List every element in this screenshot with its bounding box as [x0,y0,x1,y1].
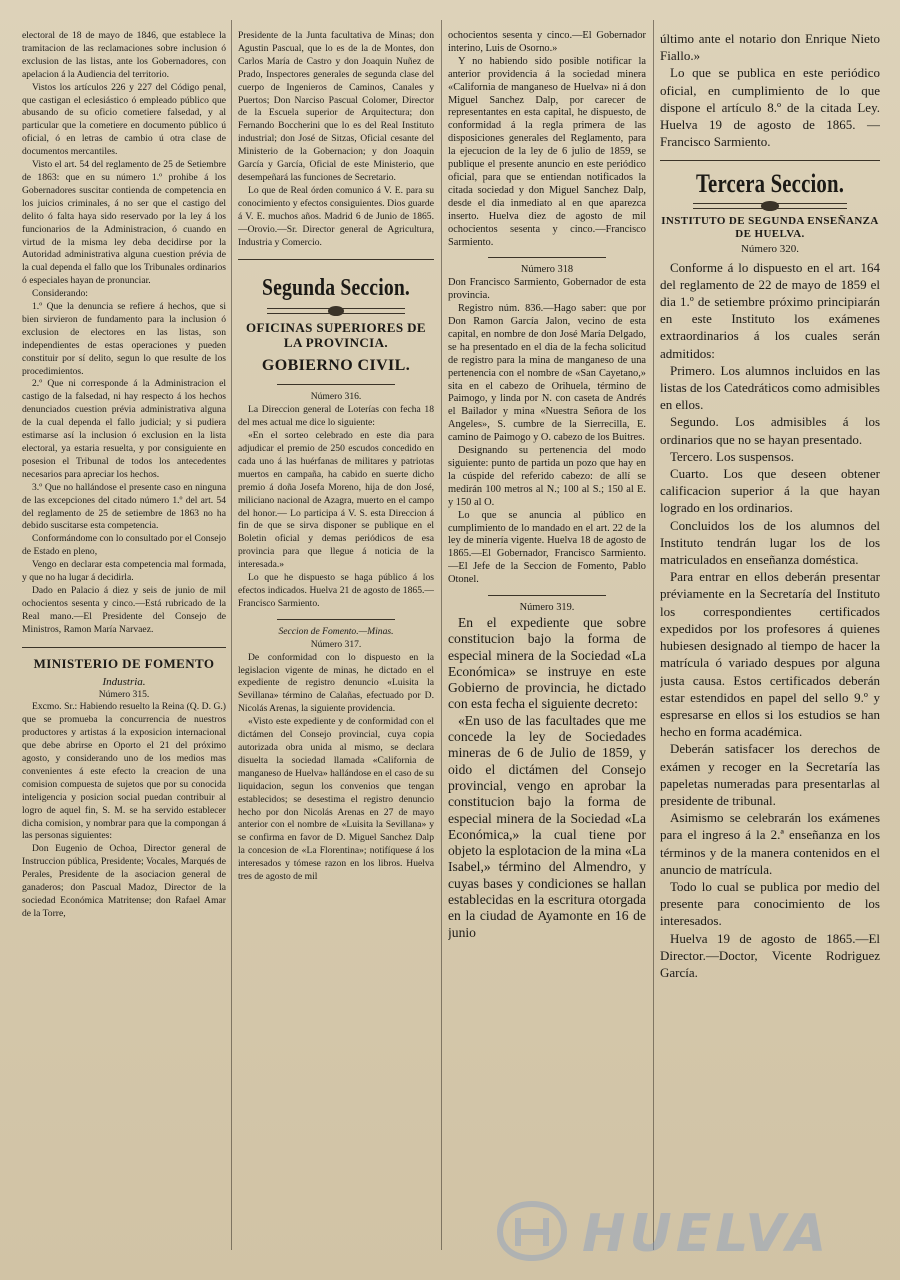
paragraph: Lo que he dispuesto se haga público á los efectos indicados. Huelva 21 de agosto de 1865.—Francisco Sarmiento. [238,572,434,609]
paragraph: Deberán satisfacer los derechos de exámen y recoger en la Secretaría las papeletas numeradas para presentarlas al presidente de tribunal. [660,741,880,808]
paragraph: último ante el notario don Enrique Nieto Fiallo.» [660,31,880,64]
paragraph: Visto el art. 54 del reglamento de 25 de Setiembre de 1863: que en su número 1.º prohibe á los Gobernadores suscitar contienda de competencia en los juicios criminales, á no ser que el castigo del delito ó falta haya sido reservado por la ley á los funcionarios de la Administracion, ó cuando en virtud de la misma ley deba decidirse por la Autoridad administrativa alguna cuestion prévia de la cual dependa el fallo que los Tribunales ordinarios ó especiales hayan de pronunciar. [22,159,226,287]
notice-number: Número 318 [520,264,574,276]
section-title: Tercera Seccion. [695,169,845,199]
divider [488,257,607,258]
notice-number: Número 315. [98,688,150,700]
column-4 [660,30,880,1245]
paragraph: Don Francisco Sarmiento, Gobernador de esta provincia. [448,277,646,302]
paragraph: Tercero. Los suspensos. [670,448,795,464]
paragraph: Huelva 19 de agosto de 1865.—El Director.—Doctor, Vicente Rodriguez García. [660,930,880,980]
paragraph: Y no habiendo sido posible notificar la anterior providencia á la sociedad minera «California de manganeso de Huelva» ni á don Miguel Sanchez Dalp, por carecer de representantes en esta capital, he dispuesto, de conformidad á la regla primera de las disposiciones generales del Reglamento, para la ejecucion de la ley de 6 julio de 1859, se publique el presente anuncio en este periódico oficial, para que se entiendan notificados la citada sociedad y don Miguel Sanchez Dalp, desde el dia inmediato al en que aparezca inserto. Huelva diez de agosto de mil ochocientos sesenta y cinco.—Francisco Sarmiento. [448,55,646,248]
section-divider [238,259,434,260]
paragraph: «Visto este expediente y de conformidad con el dictámen del Consejo provincial, cuya copia autorizada obra unida al mismo, se declara disuelta la sociedad llamada «California de manganeso de Huelva» hallándose en el caso de su liquidacion, segun los convenios que tengan establecidos; se desestima el registro denuncio hecho por don Nicolás Arenas en 27 de mayo anterior con el nombre de «Luisita la Sevillana» y se confirma en favor de D. Miguel Sanchez Dalp la concesion de «La Florentina»; notifíquese á los interesados y tómese razon en los libros. Huelva tres de agosto de mil [238,716,434,883]
paragraph: Excmo. Sr.: Habiendo resuelto la Reina (Q. D. G.) que se promueba la concurrencia de nuestros productores y artistas á la exposicion internacional que debe abrirse en Oporto el 21 del próximo agosto, y considerando uno de los medios mas convenientes á este efecto la creacion de una comision compuesta de sujetos que por su conocida inteligencia y posicion social puedan contribuir al logro de aquel fin, S. M. se ha servido establecer dicha comision, y nombrar para que la compongan á las personas siguientes: [22,701,226,842]
subsection-heading: Seccion de Fomento.—Minas. [278,625,394,637]
paragraph: 2.º Que ni corresponde á la Administracion el castigo de la falsedad, ni hay respecto á los hechos denunciados cuestion prévia administrativa alguna de la cual dependa el fallo judicial; y si pudiera estimarse así la inclusion ó exclusion en la lista electoral, ya estaria resuelta, y por consiguiente en posesion el Tribunal de todos los antecedentes necesarios para apreciar los hechos. [22,378,226,480]
paragraph: Lo que se anuncia al público en cumplimiento de lo mandado en el art. 22 de la ley de minería vigente. Huelva 18 de agosto de 1865.—El Gobernador, Francisco Sarmiento.—El Jefe de la Seccion de Fomento, Pablo Otonel. [448,509,646,586]
paragraph: Dado en Palacio á diez y seis de junio de mil ochocientos sesenta y cinco.—Está rubricado de la Real mano.—El Presidente del Consejo de Ministros, Ramon María Narvaez. [22,584,226,635]
notice-number: Número 320. [740,243,800,256]
paragraph: Lo que se publica en este periódico oficial, en cumplimiento de lo que dispone el artículo 8.º de la citada Ley. Huelva 19 de agosto de 1865. —Francisco Sarmiento. [660,65,880,150]
paragraph: Vistos los artículos 226 y 227 del Código penal, que castigan el eclesiástico ó empleado público que abusando de su oficio cometiere falsedad, y al particular que la cometiere en documento público ú oficial, ó en letras de cambio ú otra clase de documentos mercantiles. [22,81,226,158]
offices-heading: OFICINAS SUPERIORES DE LA PROVINCIA. [245,320,426,351]
column-rule [441,20,442,1250]
ornament-divider [267,308,404,314]
paragraph: electoral de 18 de mayo de 1846, que establece la tramitacion de las reclamaciones sobre inclusion ó exclusion de las listas, ante los Gobernadores, con apelacion á la Audiencia del territorio. [22,30,226,80]
paragraph: Vengo en declarar esta competencia mal formada, y que no ha lugar á decidirla. [22,559,226,584]
paragraph: 3.º Que no hallándose el presente caso en ninguna de las excepciones del citado número 1.º del art. 54 del reglamento de 25 de setiembre de 1863 no ha debido suscitarse esta competencia. [22,481,226,532]
paragraph: Presidente de la Junta facultativa de Minas; don Agustin Pascual, que lo es de la de Montes, don Carlos María de Castro y don Joaquin Nuñez de Prado, Inspectores generales de segunda clase del cuerpo de Ingenieros de Caminos, Canales y Puertos; Don Narciso Pascual Colomer, Director de la Escuela superior de Arquitectura; don Fernando Boccherini que lo es del Real Instituto industrial; don José de Sitzas, Oficial cesante del Ministerio de la Gobernacion; y don Joaquin García y García, Oficial de este Ministerio, que desempeñará las funciones de Secretario. [238,30,434,183]
paragraph: Conforme á lo dispuesto en el art. 164 del reglamento de 22 de mayo de 1859 el dia 1.º de setiembre próximo principiarán en este Instituto los exámenes extraordinarios á los cuales serán admitidos: [660,259,880,361]
paragraph: Concluidos los de los alumnos del Instituto tendrán lugar los de los matriculados en enseñanza doméstica. [660,517,880,568]
paragraph: Cuarto. Los que deseen obtener calificacion superior á la que hayan logrado en los ordinarios. [660,466,880,516]
column-rule [231,20,232,1250]
paragraph: Lo que de Real órden comunico á V. E. para su conocimiento y efectos consiguientes. Dios guarde á V. E. muchos años. Madrid 6 de Junio de 1865.—Orovio.—Sr. Director general de Agricultura, Industria y Comercio. [238,184,434,248]
paragraph: «En uso de las facultades que me concede la ley de Sociedades mineras de 6 de Julio de 1859, y oido el dictámen del Consejo provincial, vengo en aprobar la constitucion bajo la forma de especial minera de la Sociedad «La Económica,» la cual tiene por objeto la esplotacion de la mina «La Isabel,» término del Almendro, y cuyas bases y condiciones se hallan establecidas en la escritura otorgada en la ciudad de Ayamonte en 16 de junio [448,712,646,940]
paragraph: Segundo. Los admisibles á los ordinarios que no se hayan presentado. [660,414,880,447]
subsection-heading: Industria. [102,675,146,688]
divider [488,595,607,596]
divider [277,619,395,620]
paragraph: La Direccion general de Loterías con fecha 18 del mes actual me dice lo siguiente: [238,404,434,429]
government-heading: GOBIERNO CIVIL. [261,357,411,375]
paragraph: Todo lo cual se publica por medio del presente para conocimiento de los interesados. [660,878,880,929]
notice-number: Número 317. [310,638,362,650]
paragraph: Asimismo se celebrarán los exámenes para el ingreso á la 2.ª enseñanza en los términos y de la manera contenidos en el anuncio de matrícula. [660,810,880,877]
section-divider [22,647,226,648]
institute-heading: INSTITUTO DE SEGUNDA ENSEÑANZA DE HUELVA. [661,215,879,241]
notice-number: Número 316. [310,391,362,403]
watermark-text: HUELVA [582,1204,831,1264]
paragraph: «En el sorteo celebrado en este dia para adjudicar el premio de 250 escudos concedido en cada uno á las huérfanas de militares y patriotas muertos en campaña, ha cabido en suerte dicho premio á doña Josefa Moreno, hija de don José, miliciano nacional de Azagra, muerto en el campo del honor.— Lo participa á V. S. esta Direccion á fin de que se sirva disponer se publique en el Boletin oficial y demas periódicos de esa provincia para que llegue á noticia de la interesada.» [238,430,434,571]
ministry-heading: MINISTERIO DE FOMENTO [33,655,215,671]
notice-number: Número 319. [519,602,575,614]
section-title: Segunda Seccion. [261,275,411,302]
paragraph: ochocientos sesenta y cinco.—El Gobernador interino, Luis de Osorno.» [448,30,646,54]
column-3 [448,30,646,1245]
paragraph: Conformándome con lo consultado por el Consejo de Estado en pleno, [22,533,226,558]
ornament-divider [693,203,847,209]
divider [277,384,395,385]
paragraph: Primero. Los alumnos incluidos en las listas de los Catedráticos como admisibles en ellos. [660,362,880,413]
paragraph: En el expediente que sobre constitucion bajo la forma de especial minera de la Sociedad «La Económica» se instruye en este Gobierno de provincia, he dictado con esta fecha el siguiente decreto: [448,614,646,712]
paragraph: Registro núm. 836.—Hago saber: que por Don Ramon García Jalon, vecino de esta capital, en nombre de don José María Delgado, se ha presentado en el dia de la fecha solicitud de registro para la mina de manganeso de una pertenencia con el nombre de «San Cayetano,» sita en el cabezo de Orihuela, término de Paimogo, y linda por N. con caseta de Andrés el Bailador y mina «Nuestra Señora de los Angeles», S. cumbre de la Sierrecilla, E. camino de Paimogo y O. cabezo de los Buitres. [448,303,646,444]
paragraph: Para entrar en ellos deberán presentar préviamente en la Secretaría del Instituto los correspondientes certificados expedidos por los profesores á quienes hubiesen designado al tiempo de hacer la matrícula ó variado despues por alguna justa causa. Estos certificados deberán estar estendidos en papel del sello 9.º y espresarse en ellos si los estudios se han hecho en forma académica. [660,569,880,740]
column-2 [238,30,434,1245]
section-divider [660,160,880,161]
paragraph: De conformidad con lo dispuesto en la legislacion vigente de minas, he dictado en el expediente de registro denuncio «Luisita la Sevillana» término de Calañas, efectuado por D. Nicolás Arenas, la siguiente providencia. [238,651,434,715]
paragraph: Considerando: [32,288,88,300]
paragraph: Don Eugenio de Ochoa, Director general de Instruccion pública, Presidente; Vocales, Marqués de Perales, Presidente de la asociacion general de ganaderos; don Pascual Madoz, Director de la sociedad Económica Matritense; don Rafael Amar de la Torre, [22,843,226,919]
column-1 [22,30,226,1245]
column-rule [653,20,654,1250]
paragraph: 1.º Que la denuncia se refiere á hechos, que si bien sirvieron de fundamento para la inclusion ó exclusion de electores en las listas, son independientes de estas operaciones y pueden constituir por sí delito, segun lo que resulte de los procedimientos. [22,301,226,377]
paragraph: Designando su pertenencia del modo siguiente: punto de partida un pozo que hay en la cúspide del referido cabezo: de allí se medirán 100 metros al N.; 100 al S.; 150 al E. y 150 al O. [448,445,646,508]
